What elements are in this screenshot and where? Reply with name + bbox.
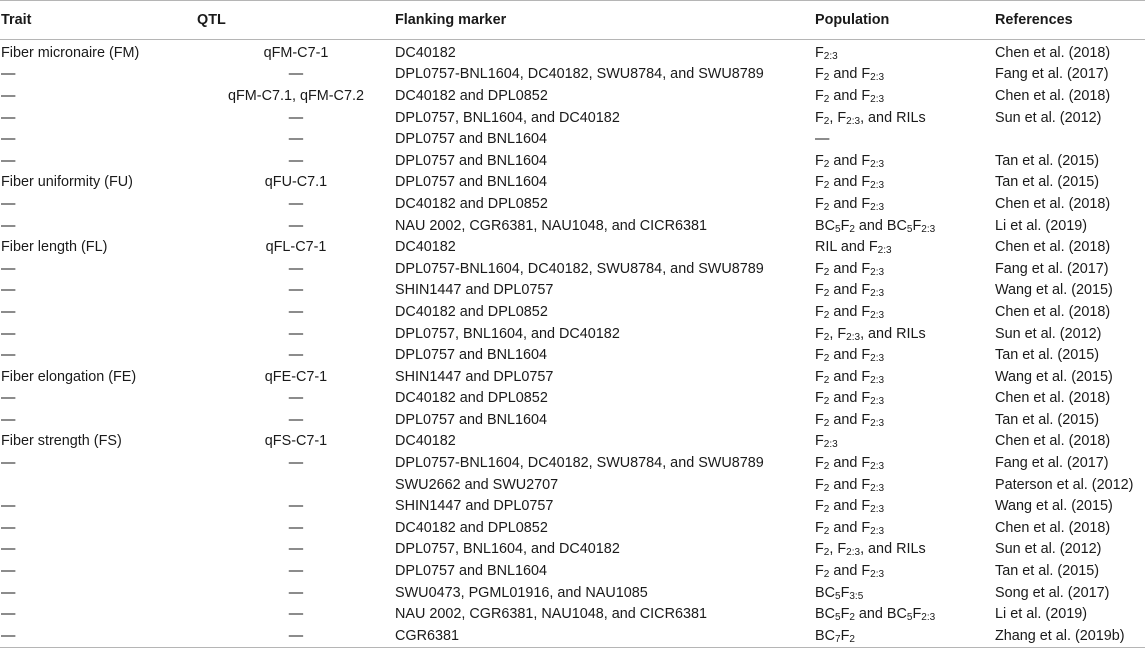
cell-qtl: qFM-C7-1	[263, 44, 329, 61]
cell-population: $F_2$ and $F_{2:3}$	[815, 260, 885, 278]
header-trait: Trait	[0, 1, 197, 40]
cell-qtl: —	[288, 519, 304, 536]
cell-population: $F_2$ and $F_{2:3}$	[815, 368, 885, 386]
table-row	[0, 193, 1145, 215]
cell-flanking-marker: DC40182 and DPL0852	[395, 195, 548, 212]
cell-reference: Fang et al. (2017)	[995, 455, 1109, 472]
table-row	[0, 128, 1145, 150]
cell-trait: —	[0, 625, 197, 647]
cell-flanking-marker: SHIN1447 and DPL0757	[395, 368, 554, 385]
cell-qtl: —	[288, 109, 304, 126]
cell-qtl: qFM-C7.1, qFM-C7.2	[228, 87, 364, 104]
cell-qtl: qFU-C7.1	[264, 174, 328, 191]
cell-population: $F_2$ and $F_{2:3}$	[815, 195, 885, 213]
cell-qtl: —	[288, 541, 304, 558]
cell-flanking-marker: SWU0473, PGML01916, and NAU1085	[395, 584, 648, 601]
cell-reference: Sun et al. (2012)	[995, 325, 1102, 342]
cell-trait: —	[1, 87, 16, 104]
cell-qtl: —	[288, 390, 304, 407]
cell-qtl: —	[288, 584, 304, 601]
cell-reference: Tan et al. (2015)	[995, 174, 1099, 191]
cell-trait: —	[1, 563, 16, 580]
cell-trait: —	[1, 282, 16, 299]
cell-population: $F_2$ and $F_{2:3}$	[815, 455, 885, 473]
cell-trait: —	[1, 325, 16, 342]
cell-trait: —	[1, 390, 16, 407]
cell-flanking-marker: DPL0757, BNL1604, and DC40182	[395, 541, 620, 558]
table-row	[0, 452, 1145, 474]
cell-population: $F_2$ and $F_{2:3}$	[815, 303, 885, 321]
cell-population: $F_2$ and $F_{2:3}$	[815, 411, 885, 429]
cell-reference: Sun et al. (2012)	[995, 541, 1102, 558]
table-row	[0, 215, 1145, 237]
cell-qtl: —	[288, 131, 304, 148]
cell-reference: Fang et al. (2017)	[995, 260, 1109, 277]
cell-trait: —	[1, 66, 16, 83]
table-row	[0, 366, 1145, 388]
cell-population: $BC_5F_{3:5}$	[815, 584, 864, 602]
cell-population: $F_2$ and $F_{2:3}$	[815, 66, 885, 84]
cell-trait: —	[1, 411, 16, 428]
cell-qtl: qFE-C7-1	[264, 368, 328, 385]
table-row	[0, 323, 1145, 345]
cell-qtl: —	[288, 195, 304, 212]
cell-flanking-marker: NAU 2002, CGR6381, NAU1048, and CICR6381	[395, 606, 707, 623]
cell-population: $F_2$ and $F_{2:3}$	[815, 174, 885, 192]
cell-flanking-marker: DPL0757 and BNL1604	[395, 174, 548, 191]
cell-population: —	[815, 131, 830, 148]
cell-reference	[995, 128, 1145, 150]
cell-flanking-marker: DC40182 and DPL0852	[395, 390, 548, 407]
cell-trait: Fiber elongation (FE)	[1, 368, 137, 385]
table-row	[0, 236, 1145, 258]
table-body	[0, 40, 1145, 648]
cell-reference: Tan et al. (2015)	[995, 152, 1099, 169]
cell-qtl: qFL-C7-1	[265, 239, 327, 256]
cell-population: $F_2$ and $F_{2:3}$	[815, 390, 885, 408]
cell-reference: Fang et al. (2017)	[995, 66, 1109, 83]
cell-flanking-marker: DPL0757 and BNL1604	[395, 347, 548, 364]
table-row	[0, 150, 1145, 172]
cell-qtl: —	[288, 606, 304, 623]
cell-reference: Zhang et al. (2019b)	[995, 625, 1145, 647]
cell-reference: Chen et al. (2018)	[995, 390, 1111, 407]
cell-reference: Wang et al. (2015)	[995, 498, 1113, 515]
cell-flanking-marker: CGR6381	[395, 625, 815, 647]
cell-flanking-marker: DC40182	[395, 44, 456, 61]
cell-qtl: —	[288, 282, 304, 299]
cell-population: $BC_5F_2$ and $BC_5F_{2:3}$	[815, 217, 936, 235]
cell-population: $F_2$, $F_{2:3}$, and RILs	[815, 109, 926, 127]
table-row	[0, 388, 1145, 410]
cell-population: $F_2$ and $F_{2:3}$	[815, 563, 885, 581]
cell-population: $BC_7F_2$	[815, 625, 995, 647]
cell-qtl: qFS-C7-1	[264, 433, 328, 450]
cell-flanking-marker: SHIN1447 and DPL0757	[395, 498, 554, 515]
cell-reference: Tan et al. (2015)	[995, 347, 1099, 364]
cell-qtl: —	[288, 217, 304, 234]
table-row	[0, 301, 1145, 323]
cell-reference: Chen et al. (2018)	[995, 433, 1111, 450]
cell-flanking-marker: DPL0757, BNL1604, and DC40182	[395, 109, 620, 126]
cell-flanking-marker: DPL0757 and BNL1604	[395, 152, 548, 169]
cell-reference: Chen et al. (2018)	[995, 44, 1111, 61]
table-row	[0, 560, 1145, 582]
header-qtl: QTL	[197, 1, 395, 40]
cell-trait: Fiber uniformity (FU)	[1, 174, 133, 191]
cell-trait: —	[1, 498, 16, 515]
cell-flanking-marker: DC40182 and DPL0852	[395, 87, 548, 104]
cell-flanking-marker: DC40182	[395, 433, 456, 450]
header-population: Population	[815, 1, 995, 40]
cell-flanking-marker: DPL0757, BNL1604, and DC40182	[395, 325, 620, 342]
cell-qtl: —	[288, 66, 304, 83]
cell-qtl: —	[288, 563, 304, 580]
cell-flanking-marker: DC40182 and DPL0852	[395, 303, 548, 320]
cell-trait: —	[1, 519, 16, 536]
table-row	[0, 603, 1145, 625]
cell-qtl: —	[288, 411, 304, 428]
cell-trait: —	[1, 109, 16, 126]
cell-population: RIL and $F_{2:3}$	[815, 239, 892, 257]
cell-qtl	[197, 474, 395, 496]
cell-qtl: —	[288, 347, 304, 364]
cell-flanking-marker: SHIN1447 and DPL0757	[395, 282, 554, 299]
cell-qtl: —	[288, 455, 304, 472]
cell-qtl: —	[197, 625, 395, 647]
cell-reference: Paterson et al. (2012)	[995, 476, 1134, 493]
cell-flanking-marker: SWU2662 and SWU2707	[395, 476, 559, 493]
table-header	[0, 1, 1145, 40]
cell-trait: Fiber length (FL)	[1, 239, 108, 256]
cell-flanking-marker: NAU 2002, CGR6381, NAU1048, and CICR6381	[395, 217, 707, 234]
table-row	[0, 582, 1145, 604]
cell-trait: —	[1, 584, 16, 601]
cell-reference: Tan et al. (2015)	[995, 563, 1099, 580]
cell-trait: —	[1, 152, 16, 169]
table-row	[0, 64, 1145, 86]
table-row	[0, 625, 1145, 647]
table-row	[0, 539, 1145, 561]
cell-qtl: —	[288, 325, 304, 342]
cell-flanking-marker: DC40182	[395, 239, 456, 256]
cell-population: $F_2$ and $F_{2:3}$	[815, 347, 885, 365]
cell-qtl: —	[288, 303, 304, 320]
table-row	[0, 172, 1145, 194]
table-row	[0, 107, 1145, 129]
cell-flanking-marker: DPL0757-BNL1604, DC40182, SWU8784, and SWU8789	[395, 455, 764, 472]
header-flanking-marker: Flanking marker	[395, 1, 815, 40]
table-row	[0, 40, 1145, 64]
cell-qtl: —	[288, 498, 304, 515]
cell-flanking-marker: DPL0757 and BNL1604	[395, 131, 548, 148]
cell-qtl: —	[288, 152, 304, 169]
cell-flanking-marker: DPL0757-BNL1604, DC40182, SWU8784, and SWU8789	[395, 260, 764, 277]
cell-reference: Chen et al. (2018)	[995, 87, 1111, 104]
cell-reference: Li et al. (2019)	[995, 606, 1087, 623]
cell-flanking-marker: DC40182 and DPL0852	[395, 519, 548, 536]
cell-reference: Wang et al. (2015)	[995, 282, 1113, 299]
header-references: References	[995, 1, 1145, 40]
cell-reference: Song et al. (2017)	[995, 584, 1110, 601]
cell-trait: —	[1, 303, 16, 320]
cell-reference: Sun et al. (2012)	[995, 109, 1102, 126]
cell-population: $F_{2:3}$	[815, 44, 838, 62]
cell-trait: —	[1, 131, 16, 148]
cell-population: $F_2$ and $F_{2:3}$	[815, 87, 885, 105]
cell-population: $F_2$ and $F_{2:3}$	[815, 519, 885, 537]
table-row	[0, 517, 1145, 539]
cell-flanking-marker: DPL0757-BNL1604, DC40182, SWU8784, and SWU8789	[395, 66, 764, 83]
cell-reference: Tan et al. (2015)	[995, 411, 1099, 428]
cell-reference: Wang et al. (2015)	[995, 368, 1113, 385]
cell-trait: —	[1, 541, 16, 558]
table-row	[0, 258, 1145, 280]
cell-reference: Chen et al. (2018)	[995, 519, 1111, 536]
cell-reference: Chen et al. (2018)	[995, 239, 1111, 256]
cell-trait	[0, 474, 197, 496]
table-row	[0, 495, 1145, 517]
table-row	[0, 344, 1145, 366]
cell-trait: —	[1, 347, 16, 364]
cell-qtl: —	[288, 260, 304, 277]
cell-population: $F_2$, $F_{2:3}$, and RILs	[815, 541, 926, 559]
table-row	[0, 280, 1145, 302]
cell-reference: Chen et al. (2018)	[995, 195, 1111, 212]
cell-population: $BC_5F_2$ and $BC_5F_{2:3}$	[815, 606, 936, 624]
table-row	[0, 431, 1145, 453]
cell-trait: —	[1, 260, 16, 277]
cell-trait: —	[1, 606, 16, 623]
cell-flanking-marker: DPL0757 and BNL1604	[395, 563, 548, 580]
header-row	[0, 1, 1145, 40]
cell-reference: Li et al. (2019)	[995, 217, 1087, 234]
cell-population: $F_2$, $F_{2:3}$, and RILs	[815, 325, 926, 343]
cell-population: $F_2$ and $F_{2:3}$	[815, 282, 885, 300]
cell-trait: Fiber micronaire (FM)	[1, 44, 140, 61]
table-row	[0, 85, 1145, 107]
cell-population: $F_2$ and $F_{2:3}$	[815, 152, 885, 170]
table-row	[0, 474, 1145, 496]
cell-population: $F_2$ and $F_{2:3}$	[815, 498, 885, 516]
cell-trait: —	[1, 455, 16, 472]
cell-reference: Chen et al. (2018)	[995, 303, 1111, 320]
cell-population: $F_2$ and $F_{2:3}$	[815, 476, 885, 494]
cell-population: $F_{2:3}$	[815, 433, 838, 451]
cell-trait: —	[1, 217, 16, 234]
cell-trait: —	[1, 195, 16, 212]
table-row	[0, 409, 1145, 431]
cell-trait: Fiber strength (FS)	[1, 433, 122, 450]
cell-flanking-marker: DPL0757 and BNL1604	[395, 411, 548, 428]
